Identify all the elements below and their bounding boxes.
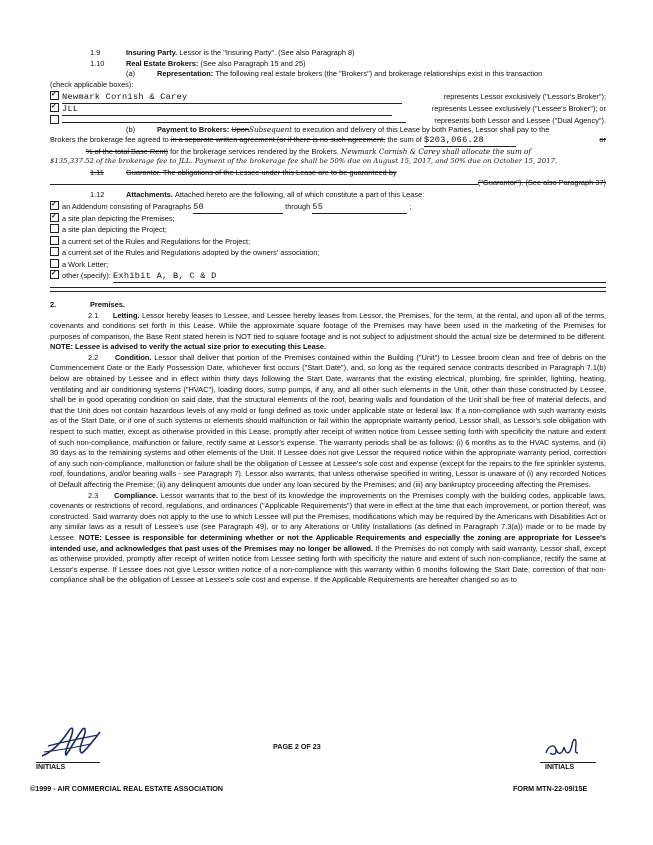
section-text: If the Premises do not comply with said warranty, Lessor shall, except as otherwise provided, promptly after receipt of written notice from Lessee setting forth with specificity the nature and extent of such non-compliance, rectify the same at Lessor's expense. If Lessee does not give Lessor written notice of a non-compliance with this warranty within 6 months following the Start Date, correction of that non-compliance shall be the obligation of Lessee at Lessee's sole cost and expense. If the Applicable Requirements are hereafter changed so as to [50, 543, 606, 585]
attachment-checkbox[interactable] [50, 259, 59, 268]
section-title: Letting. [112, 310, 140, 320]
broker-name[interactable] [62, 113, 406, 123]
handwritten-insert: $135,337.52 of the brokerage fee to JLL. Payment of the brokerage fee shall be 50% due on August 15, 2017, and 50% due on October 15, 2017. [50, 157, 558, 165]
section-2 [50, 300, 606, 311]
attachment-checkbox[interactable] [50, 213, 59, 222]
other-attachments-field[interactable]: Exhibit A, B, C & D [113, 271, 606, 283]
addendum-from-field[interactable]: 50 [193, 202, 283, 214]
attachment-checkbox[interactable] [50, 247, 59, 256]
section-text: Lessor is the "Insuring Party". (See also Paragraph 8) [179, 48, 355, 57]
section-number: 2.1 [88, 310, 99, 320]
section-title: Attachments. [126, 189, 173, 199]
struck-text: Upon [231, 124, 250, 134]
struck-text: Guarantor. The obligations of the Lessee under this Lease are to be guaranteed by [126, 167, 397, 177]
section-1-12 [50, 190, 606, 201]
initials-label-right: INITIALS [545, 764, 575, 771]
struck-text: in a separate written agreement (or if there is no such agreement, [170, 135, 386, 144]
section-1-10a [50, 69, 606, 80]
section-1-11 [50, 168, 606, 179]
attachment-checkbox[interactable] [50, 270, 59, 279]
page-number: PAGE 2 OF 23 [273, 742, 321, 751]
section-1-10 [50, 59, 606, 70]
section-number: 1.10 [90, 58, 105, 68]
section-number: 2. [50, 300, 57, 309]
attachment-item [50, 223, 606, 235]
divider [50, 287, 606, 288]
broker-name[interactable]: JLL [62, 104, 392, 116]
attachment-label: a Work Letter; [62, 259, 109, 269]
section-1-10b-line3 [50, 147, 606, 158]
form-number: FORM MTN-22-09/15E [513, 784, 588, 793]
initials-signature-left [38, 722, 108, 762]
initials-label-left: INITIALS [36, 764, 66, 771]
subsection-text: the sum of [387, 135, 422, 144]
attachment-label: a current set of the Rules and Regulations for the Project; [62, 236, 251, 246]
subsection-title: Representation: [157, 69, 214, 78]
section-number: 2.2 [88, 352, 99, 362]
section-note: NOTE: Lessee is responsible for determining whether or not the Applicable Requirements and especially the zoning are appropriate for Lessee's intended use, and acknowledges that past uses of the Premises may no longer be allowed. [50, 532, 607, 553]
attachment-label: an Addendum consisting of Paragraphs [62, 202, 192, 211]
section-number: 1.9 [90, 48, 101, 57]
section-title: Condition. [114, 352, 152, 362]
subsection-title: Payment to Brokers: [157, 124, 230, 134]
section-text: Attached hereto are the following, all of which constitute a part of this Lease: [174, 189, 425, 199]
broker-row [50, 113, 606, 125]
attachment-other [50, 269, 606, 281]
section-text: Lessor shall deliver that portion of the Premises contained within the Building ("Unit") to Lessee broom clean and free of debris on the Commencement Date or the Early Possession Date, whichever first occurs ("Start Date"), and, so long as the required service contracts described in Paragraph 7.1(b) below are obtained by Lessee and in effect within thirty days following the Start Date, warrants that the existing electrical, plumbing, fire sprinkler, lighting, heating, ventilating and air conditioning systems ("HVAC"), loading doors, sump pumps, if any, and all other such elements in the Unit, other than those constructed by Lessee, shall be in good operating condition on said date, that the structural elements of the roof, bearing walls and foundation of the Unit shall be free of material defects, and that the Unit does not contain hazardous levels of any mold or fungi defined as toxic under applicable state or federal law. If a non-compliance with such warranty exists as of the Start Date, or if one of such systems or elements should malfunction or fail within the appropriate warranty period, Lessor shall, as Lessor's sole obligation with respect to such matter, except as otherwise provided in this Lease, promptly after receipt of written notice from Lessee setting forth with specificity the nature and extent of such non-compliance, malfunction or failure, rectify same at Lessor's expense. The warranty periods shall be as follows: (i) 6 months as to the HVAC systems, and (ii) 30 days as to the remaining systems and other elements of the Unit. If Lessee does not give Lessor the required notice within the appropriate warranty period, correction of any such non-compliance, malfunction or failure shall be the obligation of Lessee at Lessee's sole cost and expense (except for the repairs to the fire sprinkler systems, roof, foundations, and/or bearing walls - see Paragraph 7). Lessor also warrants, that unless otherwise specified in writing, Lessor is unaware of (i) any recorded Notices of Default affecting the Premise; (ii) any delinquent amounts due under any loan secured by the Premises; and (iii) any bankruptcy proceeding affecting the Premises. [50, 352, 606, 489]
broker-role: represents Lessee exclusively ("Lessee's Broker"); or [431, 103, 606, 113]
attachment-item [50, 246, 606, 258]
attachment-checkbox[interactable] [50, 201, 59, 210]
section-title: Premises. [90, 300, 125, 309]
section-1-10b-line4 [50, 157, 606, 168]
copyright-notice: ©1999 - AIR COMMERCIAL REAL ESTATE ASSOCIATION [30, 784, 223, 793]
subsection-text: The following real estate brokers (the "Brokers") and brokerage relationships exist in this transaction [215, 69, 543, 78]
attachment-label: through [285, 202, 311, 211]
subsection-text: Brokers the brokerage fee agreed to [50, 135, 169, 144]
section-1-10b [50, 125, 606, 136]
brokerage-fee-amount[interactable]: $203,066.28 [424, 135, 516, 147]
section-number: 2.3 [88, 490, 99, 500]
section-2-1 [50, 311, 606, 353]
section-title: Insuring Party. [126, 48, 178, 57]
subsection-text: to execution and delivery of this Lease by both Parties, Lessor shall pay to the [294, 124, 550, 134]
section-number: 1.11 [90, 167, 104, 177]
section-title: Compliance. [114, 490, 159, 500]
struck-text: % of the total Base Rent) [85, 146, 168, 156]
section-title: Real Estate Brokers: [126, 58, 199, 68]
section-text: Lessor warrants that to the best of its knowledge the improvements on the Premises comply with the building codes, applicable laws, covenants or restrictions of record, regulations, and ordinances ("Applicable Requirements") that were in effect at the time that each improvement, or portion thereof, was constructed. Said warranty does not apply to the use to which Lessee will put the Premises, modifications which may be required by the Americans with Disabilities Act or any similar laws as a result of Lessee's use (see Paragraph 49), or to any Alterations or Utility Installations (as defined in Paragraph 7.3(a)) made or to be made by Lessee. [50, 490, 606, 542]
attachment-item [50, 235, 606, 247]
section-text: Lessor hereby leases to Lessee, and Lessee hereby leases from Lessor, the Premises, for the term, at the rental, and upon all of the terms, covenants and conditions set forth in this Lease. While the approximate square footage of the Premises may have been used in the marketing of the Premises for purposes of comparison, the Base Rent stated herein is NOT tied to square footage and is not subject to adjustment should the actual size be determined to be different. [50, 310, 607, 341]
subsection-letter: (b) [126, 124, 136, 134]
divider [50, 291, 606, 292]
handwritten-insert: Newmark Cornish & Carey shall allocate the sum of [340, 146, 532, 156]
handwritten-insert: Subsequent [249, 124, 293, 134]
struck-text: ("Guarantor"). (See also Paragraph 37) [477, 178, 606, 187]
subsection-text: for the brokerage services rendered by the Brokers. [170, 146, 339, 156]
broker-name[interactable]: Newmark Cornish & Carey [62, 92, 402, 104]
section-1-10b-line2 [50, 135, 606, 147]
attachment-checkbox[interactable] [50, 236, 59, 245]
broker-checkbox[interactable] [50, 91, 59, 100]
broker-checkbox[interactable] [50, 115, 59, 124]
attachment-checkbox[interactable] [50, 224, 59, 233]
section-text: (See also Paragraph 15 and 25) [200, 58, 306, 68]
section-number: 1.12 [90, 189, 105, 199]
attachment-item [50, 258, 606, 270]
section-note: NOTE: Lessee is advised to verify the actual size prior to executing this Lease. [50, 342, 327, 352]
attachment-label: other (specify): [62, 271, 111, 280]
section-2-3 [50, 491, 606, 586]
initials-signature-right [540, 733, 590, 761]
section-1-11-line2 [50, 178, 606, 189]
subsection-text: (check applicable boxes): [50, 79, 134, 89]
attachment-label: a site plan depicting the Project; [62, 225, 167, 234]
struck-text: or [599, 135, 606, 144]
broker-role: represents both Lessor and Lessee ("Dual Agency"). [434, 116, 606, 125]
attachment-label: a site plan depicting the Premises; [62, 213, 175, 223]
attachment-addendum: ✓ an Addendum consisting of Paragraphs 50 through 55 ; [50, 200, 606, 212]
broker-row [50, 102, 606, 114]
broker-role: represents Lessor exclusively ("Lessor's Broker"); [443, 92, 606, 101]
subsection-letter: (a) [126, 69, 136, 78]
section-1-9 [50, 48, 606, 59]
addendum-to-field[interactable]: 55 [312, 202, 407, 214]
lease-page [50, 48, 606, 586]
section-2-2 [50, 353, 606, 491]
attachment-label: a current set of the Rules and Regulations adopted by the owners' association; [62, 248, 320, 257]
broker-checkbox[interactable] [50, 103, 59, 112]
broker-row [50, 90, 606, 102]
subsection-text-continued [50, 80, 606, 91]
